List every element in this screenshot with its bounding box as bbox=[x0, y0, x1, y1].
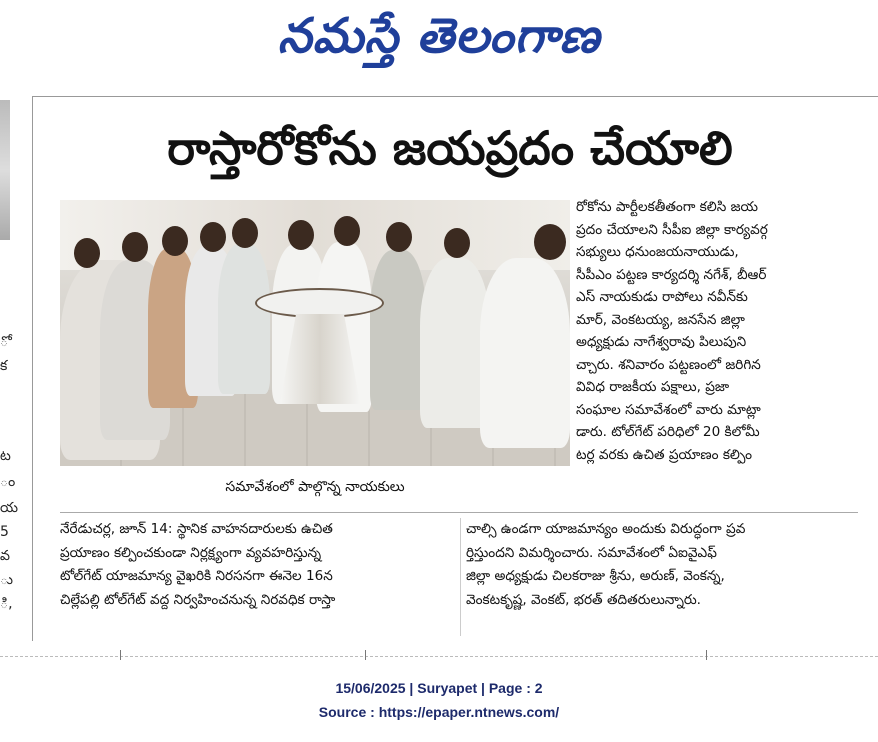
fragment-text: ట bbox=[0, 448, 11, 464]
article-line: వెంకటకృష్ణ, వెంకట్, భరత్ తదితరులున్నారు. bbox=[466, 591, 701, 608]
person-head bbox=[288, 220, 314, 250]
article-line: టర్ల వరకు ఉచిత ప్రయాణం కల్పిం bbox=[576, 446, 752, 463]
adjacent-photo-edge bbox=[0, 100, 10, 240]
article-line: జిల్లా అధ్యక్షుడు చిలకరాజు శ్రీను, అరుణ్, వెంకన్న, bbox=[466, 568, 725, 584]
person-figure bbox=[370, 250, 426, 410]
page-tick-mark bbox=[120, 650, 121, 660]
article-line: చ్చారు. శనివారం పట్టణంలో జరిగిన bbox=[576, 356, 761, 373]
article-right-column bbox=[576, 196, 858, 466]
article-line: నేరేడుచర్ల, జూన్ 14: స్థానిక వాహనదారులకు ఉచిత bbox=[60, 521, 333, 537]
article-bottom-left-column bbox=[60, 518, 456, 612]
fragment-text: వ bbox=[0, 548, 10, 564]
article-line: రోకోను పార్టీలకతీతంగా కలిసి జయ bbox=[576, 199, 759, 215]
article-line: డారు. టోల్‌గేట్ పరిధిలో 20 కిలోమీ bbox=[576, 424, 760, 440]
article-line: ర్తిస్తుందని విమర్శించారు. సమావేశంలో ఏఐవైఎఫ్ bbox=[466, 544, 717, 561]
fragment-text: క bbox=[0, 358, 8, 374]
source-link[interactable]: Source : https://epaper.ntnews.com/ bbox=[318, 704, 560, 720]
fragment-text: ం bbox=[0, 474, 16, 490]
article-headline: రాస్తారోకోను జయప్రదం చేయాలి bbox=[167, 121, 733, 175]
person-figure bbox=[480, 258, 570, 448]
article-line: వివిధ రాజకీయ పక్షాలు, ప్రజా bbox=[576, 379, 730, 395]
fragment-text: ి, bbox=[0, 596, 13, 612]
edition-info: 15/06/2025 | Suryapet | Page : 2 bbox=[335, 680, 543, 696]
article-line: మార్, వెంకటయ్య, జనసేన జిల్లా bbox=[576, 311, 745, 328]
column-separator-rule bbox=[60, 512, 858, 513]
person-head bbox=[444, 228, 470, 258]
person-figure bbox=[218, 244, 270, 394]
page-tick-mark bbox=[706, 650, 707, 660]
fragment-text: 5 bbox=[0, 524, 9, 540]
photo-caption: సమావేశంలో పాల్గొన్న నాయకులు bbox=[225, 479, 405, 495]
article-line: ప్రదం చేయాలని సీపీఐ జిల్లా కార్యవర్గ bbox=[576, 221, 768, 238]
article-line: ఎస్ నాయకుడు రాపోలు నవీన్‌కు bbox=[576, 289, 748, 305]
article-line: టోల్‌గేట్ యాజమాన్య వైఖరికి నిరసనగా ఈనెల 16న bbox=[60, 568, 333, 584]
fragment-text: ు bbox=[0, 572, 13, 588]
article-line: చిల్లేపల్లి టోల్‌గేట్ వద్ద నిర్వహించనున్న నిరవధిక రాస్తా bbox=[60, 591, 336, 608]
person-head bbox=[232, 218, 258, 248]
person-head bbox=[122, 232, 148, 262]
article-line: సభ్యులు ధనుంజయనాయుడు, bbox=[576, 244, 739, 260]
person-head bbox=[386, 222, 412, 252]
fragment-text: ో bbox=[0, 334, 9, 350]
article-bottom-right-column bbox=[466, 518, 858, 612]
person-head bbox=[162, 226, 188, 256]
article-line: ప్రయాణం కల్పించకుండా నిర్లక్ష్యంగా వ్యవహరిస్తున్న bbox=[60, 544, 322, 561]
article-line: చాల్సి ఉండగా యాజమాన్యం అందుకు విరుద్ధంగా ప్రవ bbox=[466, 521, 746, 537]
article-frame-left-rule bbox=[32, 96, 33, 641]
person-head bbox=[200, 222, 226, 252]
article-line: సీపీఎం పట్టణ కార్యదర్శి నగేశ్, బీఆర్ bbox=[576, 266, 767, 283]
page-bottom-rule bbox=[0, 656, 878, 657]
fragment-text: య bbox=[0, 500, 18, 516]
adjacent-article-fragment bbox=[0, 100, 18, 630]
news-photo bbox=[60, 200, 570, 466]
article-line: సంఘాల సమావేశంలో వారు మాట్లా bbox=[576, 401, 761, 418]
article-frame-top-rule bbox=[32, 96, 878, 97]
masthead-title: నమస్తే తెలంగాణ bbox=[277, 8, 601, 64]
photo-table bbox=[255, 288, 384, 318]
page-tick-mark bbox=[365, 650, 366, 660]
column-divider bbox=[460, 518, 461, 636]
person-head bbox=[74, 238, 100, 268]
article-line: అధ్యక్షుడు నాగేశ్వరావు పిలుపుని bbox=[576, 334, 747, 350]
person-head bbox=[534, 224, 566, 260]
person-head bbox=[334, 216, 360, 246]
